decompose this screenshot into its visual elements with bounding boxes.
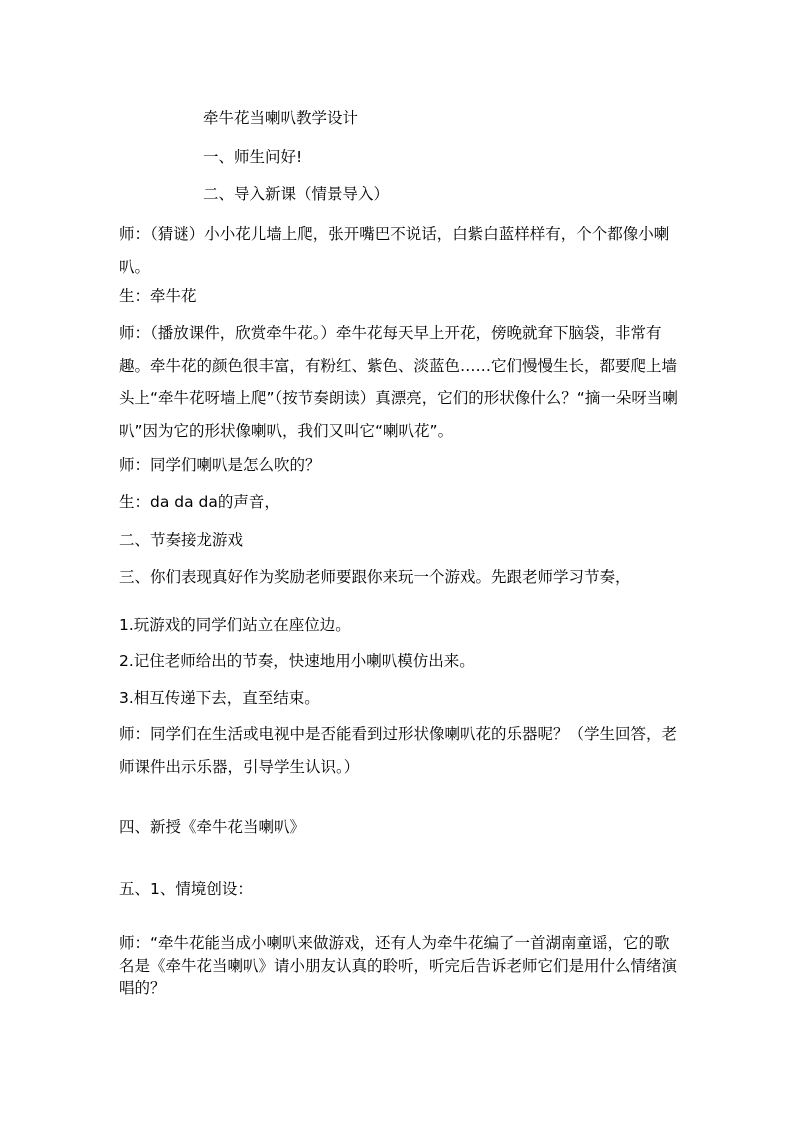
section-new-lesson-heading: 四、新授《牵牛花当喇叭》 <box>119 818 306 836</box>
paragraph-answer-2: 生：da da da的声音， <box>119 493 280 511</box>
list-item-rule-2: 2.记住老师给出的节奏，快速地用小喇叭模仿出来。 <box>119 652 475 670</box>
section-scene-heading: 五、1、情境创设： <box>119 880 253 898</box>
section-game-heading: 二、节奏接龙游戏 <box>119 531 244 549</box>
section-intro-heading: 二、导入新课（情景导入） <box>203 185 390 203</box>
paragraph-riddle: 师：（猜谜）小小花儿墙上爬，张开嘴巴不说话，白紫白蓝样样有，个个都像小喇叭。 <box>119 225 670 276</box>
list-item-rule-3: 3.相互传递下去，直至结束。 <box>119 689 320 707</box>
paragraph-question-1: 师：同学们喇叭是怎么吹的？ <box>119 456 321 474</box>
list-item-rule-1: 1.玩游戏的同学们站立在座位边。 <box>119 616 351 634</box>
paragraph-instrument-question: 师：同学们在生活或电视中是否能看到过形状像喇叭花的乐器呢？（学生回答，老师课件出示乐器，引导学生认识。） <box>119 725 678 776</box>
paragraph-song-intro: 师：“牵牛花能当成小喇叭来做游戏，还有人为牵牛花编了一首湖南童谣，它的歌名是《牵牛花当喇叭》请小朋友认真的聆听，听完后告诉老师它们是用什么情绪演唱的？ <box>119 934 678 997</box>
paragraph-courseware: 师：（播放课件，欣赏牵牛花。）牵牛花每天早上开花，傍晚就耷下脑袋，非常有趣。牵牛花的颜色很丰富，有粉红、紫色、淡蓝色……它们慢慢生长，都要爬上墙头上“牵牛花呀墙上爬”（按节奏朗读）真漂亮，它们的形状像什么？“摘一朵呀当喇叭”因为它的形状像喇叭，我们又叫它“喇叭花”。 <box>119 324 678 440</box>
paragraph-answer-1: 生：牵牛花 <box>119 287 197 305</box>
paragraph-game-intro: 三、你们表现真好作为奖励老师要跟你来玩一个游戏。先跟老师学习节奏， <box>119 568 631 586</box>
section-greeting: 一、师生问好! <box>203 148 303 166</box>
document-title: 牵牛花当喇叭教学设计 <box>203 109 359 127</box>
